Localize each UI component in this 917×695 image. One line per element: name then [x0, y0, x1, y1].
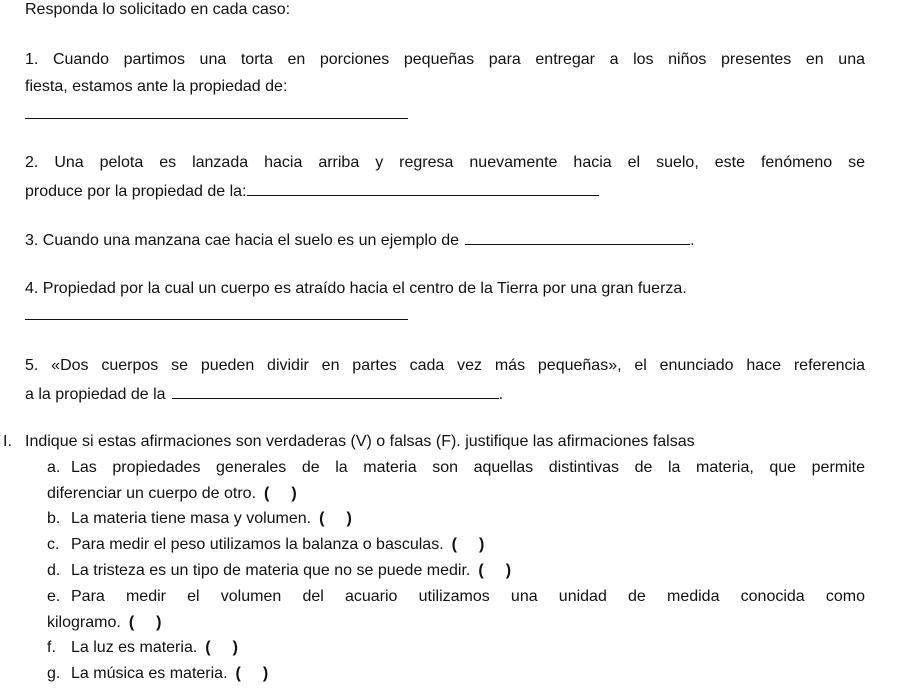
item-c-letter: c. — [47, 536, 60, 553]
item-d-letter: d. — [47, 562, 61, 579]
item-d-line — [71, 561, 511, 581]
question-5-text: a la propiedad de la — [25, 386, 166, 403]
question-4-line: 4. Propiedad por la cual un cuerpo es atraído hacia el centro de la Tierra por una gran fuerza. — [25, 280, 687, 297]
question-5-answer-blank[interactable] — [172, 384, 499, 399]
question-3-answer-blank[interactable] — [465, 230, 690, 245]
question-5-line-1: 5. «Dos cuerpos se pueden dividir en partes cada vez más pequeñas», el enunciado hace referencia — [25, 357, 865, 374]
item-f-letter: f. — [47, 639, 56, 656]
section-2-numeral: I. — [3, 433, 12, 450]
question-1-answer-blank[interactable] — [25, 104, 408, 125]
question-5-line-2 — [25, 384, 503, 405]
question-2-text: produce por la propiedad de la: — [25, 183, 247, 200]
item-a-answer-box[interactable]: ( ) — [264, 485, 297, 502]
question-1-line-1: 1. Cuando partimos una torta en porciones pequeñas para entregar a los niños presentes en una — [25, 51, 865, 68]
item-c-line — [71, 535, 484, 555]
question-3-line — [25, 230, 695, 251]
item-c-text: Para medir el peso utilizamos la balanza o basculas. — [71, 536, 444, 553]
question-2-line-1: 2. Una pelota es lanzada hacia arriba y regresa nuevamente hacia el suelo, este fenómeno se — [25, 154, 865, 171]
item-d-text: La tristeza es un tipo de materia que no se puede medir. — [71, 562, 471, 579]
item-b-letter: b. — [47, 510, 61, 527]
item-b-line — [71, 509, 352, 529]
item-g-answer-box[interactable]: ( ) — [235, 665, 269, 682]
item-g-text: La música es materia. — [71, 665, 228, 682]
item-e-text: kilogramo. — [47, 614, 121, 631]
item-c-answer-box[interactable]: ( ) — [451, 536, 485, 553]
question-3-text: 3. Cuando una manzana cae hacia el suelo es un ejemplo de — [25, 232, 460, 249]
question-4-answer-blank[interactable] — [25, 305, 408, 326]
section-2-title: Indique si estas afirmaciones son verdaderas (V) o falsas (F). justifique las afirmaciones falsas — [25, 433, 695, 450]
question-2-line-2 — [25, 181, 599, 202]
item-f-answer-box[interactable]: ( ) — [205, 639, 238, 656]
item-b-answer-box[interactable]: ( ) — [319, 510, 352, 527]
item-a-text: diferenciar un cuerpo de otro. — [47, 485, 257, 502]
item-e-letter: e. — [47, 588, 61, 605]
item-a-line-1: Las propiedades generales de la materia son aquellas distintivas de la materia, que permite — [71, 459, 865, 476]
question-1-line-2: fiesta, estamos ante la propiedad de: — [25, 78, 288, 95]
question-5-period: . — [498, 386, 504, 403]
item-a-letter: a. — [47, 459, 61, 476]
item-f-line — [71, 638, 238, 658]
question-2-answer-blank[interactable] — [247, 181, 599, 196]
item-g-letter: g. — [47, 665, 61, 682]
item-e-line-1: Para medir el volumen del acuario utilizamos una unidad de medida conocida como — [71, 588, 865, 605]
question-3-period: . — [690, 232, 695, 249]
item-g-line — [71, 664, 268, 684]
item-a-line-2 — [47, 484, 297, 504]
item-d-answer-box[interactable]: ( ) — [478, 562, 512, 579]
item-b-text: La materia tiene masa y volumen. — [71, 510, 312, 527]
item-e-line-2 — [47, 613, 161, 633]
item-f-text: La luz es materia. — [71, 639, 198, 656]
instructions-heading: Responda lo solicitado en cada caso: — [25, 1, 291, 18]
item-e-answer-box[interactable]: ( ) — [128, 614, 162, 631]
